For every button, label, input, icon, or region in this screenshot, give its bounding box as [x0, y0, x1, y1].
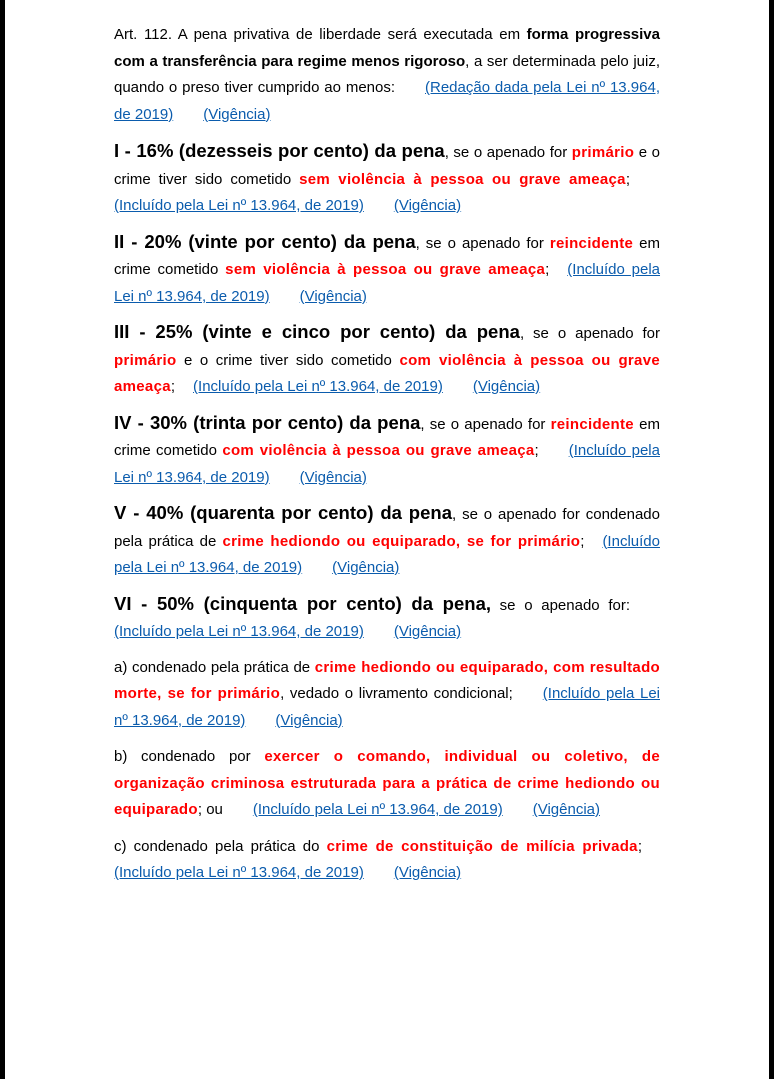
vigencia-link[interactable]: (Vigência): [203, 105, 271, 123]
red-highlight: com violência à pessoa ou grave ameaça: [114, 351, 660, 395]
incluido-link[interactable]: (Incluído pela Lei nº 13.964, de 2019): [252, 801, 503, 818]
vigencia-link[interactable]: (Vigência): [393, 623, 462, 640]
vigencia-link[interactable]: (Vigência): [332, 559, 400, 576]
red-highlight: reincidente: [549, 234, 634, 252]
subitem-c-paragraph: c) condenado pela prática do crime de constituição de milícia privada;(Incluído pela Lei nº 13.964, de 2019) (Vigência): [114, 837, 642, 881]
document-content: [114, 22, 660, 897]
red-highlight: primário: [114, 351, 177, 369]
article-112-paragraph: [114, 22, 660, 128]
item-lead: VI - 50% (cinquenta por cento) da pena,: [114, 592, 491, 614]
item-lead: II - 20% (vinte por cento) da pena: [114, 230, 416, 252]
red-highlight: crime hediondo ou equiparado, se for primário: [222, 532, 581, 550]
item-iv-paragraph: IV - 30% (trinta por cento) da pena, se o apenado for reincidente em crime cometido com violência à pessoa ou grave ameaça; (Incluído pela Lei nº 13.964, de 2019) (Vigência): [114, 411, 660, 486]
vigencia-link[interactable]: (Vigência): [299, 468, 367, 486]
subitem-b-paragraph: b) condenado por exercer o comando, individual ou coletivo, de organização criminosa estruturada para a prática de crime hediondo ou equiparado; ou (Incluído pela Lei nº 13.964, de 2019) (Vigência): [114, 748, 660, 818]
item-vi-paragraph: VI - 50% (cinquenta por cento) da pena, se o apenado for:(Incluído pela Lei nº 13.964, de 2019) (Vigência): [114, 592, 630, 640]
incluido-link[interactable]: (Incluído pela Lei nº 13.964, de 2019): [114, 685, 660, 729]
red-highlight: crime hediondo ou equiparado, com resultado morte, se for primário: [114, 658, 660, 702]
vigencia-link[interactable]: (Vigência): [393, 197, 462, 214]
item-lead: V - 40% (quarenta por cento) da pena: [114, 502, 452, 523]
incluido-link[interactable]: (Incluído pela Lei nº 13.964, de 2019): [114, 197, 364, 214]
subitem-a-paragraph: a) condenado pela prática de crime hediondo ou equiparado, com resultado morte, se for primário, vedado o livramento condicional; (Incluído pela Lei nº 13.964, de 2019) (Vigência): [114, 658, 660, 729]
document-page: [5, 0, 769, 1079]
item-ii-paragraph: II - 20% (vinte por cento) da pena, se o apenado for reincidente em crime cometido sem violência à pessoa ou grave ameaça; (Incluído pela Lei nº 13.964, de 2019) (Vigência): [114, 230, 661, 305]
vigencia-link[interactable]: (Vigência): [299, 287, 367, 305]
item-v-paragraph: V - 40% (quarenta por cento) da pena, se o apenado for condenado pela prática de crime hediondo ou equiparado, se for primário; (Incluído pela Lei nº 13.964, de 2019) (Vigência): [114, 502, 660, 576]
article-bold-text: forma progressiva com a transferência para regime menos rigoroso: [114, 26, 660, 70]
red-highlight: primário: [571, 144, 635, 161]
red-highlight: exercer o comando, individual ou coletivo, de organização criminosa estruturada para a prática de crime hediondo ou equiparado: [114, 748, 660, 818]
item-lead: I - 16% (dezesseis por cento) da pena: [114, 140, 445, 161]
article-text: Art. 112. A pena privativa de liberdade será executada em: [114, 26, 527, 43]
vigencia-link[interactable]: (Vigência): [393, 864, 462, 881]
item-iii-paragraph: III - 25% (vinte e cinco por cento) da pena, se o apenado for primário e o crime tiver sido cometido com violência à pessoa ou grave ameaça; (Incluído pela Lei nº 13.964, de 2019) (Vigência): [114, 321, 660, 395]
vigencia-link[interactable]: (Vigência): [275, 711, 343, 729]
red-highlight: crime de constituição de milícia privada: [326, 837, 638, 855]
red-highlight: sem violência à pessoa ou grave ameaça: [299, 170, 626, 188]
red-highlight: reincidente: [550, 415, 634, 433]
incluido-link[interactable]: (Incluído pela Lei nº 13.964, de 2019): [114, 442, 660, 486]
vigencia-link[interactable]: (Vigência): [472, 378, 541, 395]
incluido-link[interactable]: (Incluído pela Lei nº 13.964, de 2019): [114, 532, 660, 576]
item-i-paragraph: I - 16% (dezesseis por cento) da pena, se o apenado for primário e o crime tiver sido cometido sem violência à pessoa ou grave ameaça;(Incluído pela Lei nº 13.964, de 2019) (Vigência): [114, 140, 660, 214]
red-highlight: com violência à pessoa ou grave ameaça: [222, 442, 535, 459]
vigencia-link[interactable]: (Vigência): [532, 801, 600, 818]
incluido-link[interactable]: (Incluído pela Lei nº 13.964, de 2019): [114, 261, 661, 305]
item-lead: III - 25% (vinte e cinco por cento) da pena: [114, 321, 520, 342]
incluido-link[interactable]: (Incluído pela Lei nº 13.964, de 2019): [114, 623, 364, 640]
red-highlight: sem violência à pessoa ou grave ameaça: [225, 261, 546, 278]
incluido-link[interactable]: (Incluído pela Lei nº 13.964, de 2019): [193, 378, 443, 395]
article-text-suffix: , a ser determinada pelo juiz, quando o preso tiver cumprido ao menos:: [114, 52, 660, 96]
redacao-link[interactable]: (Redação dada pela Lei nº 13.964, de 2019): [114, 79, 660, 123]
incluido-link[interactable]: (Incluído pela Lei nº 13.964, de 2019): [114, 864, 364, 881]
item-lead: IV - 30% (trinta por cento) da pena: [114, 411, 421, 433]
